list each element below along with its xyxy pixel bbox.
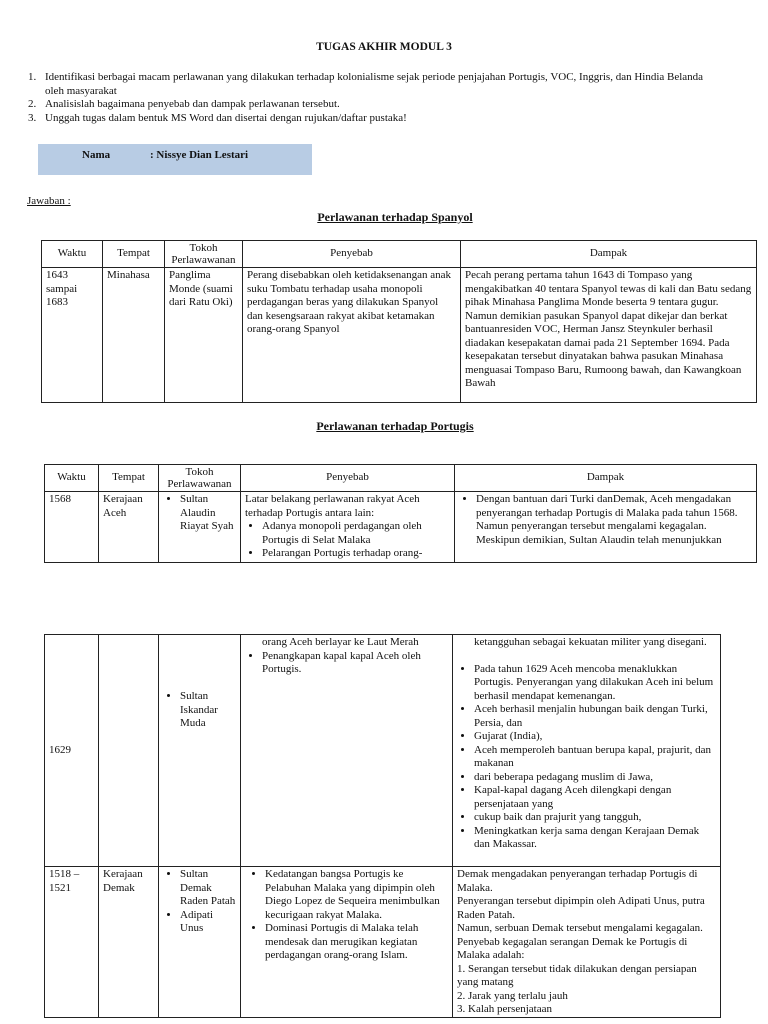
list-item: • Aceh memperoleh bantuan berupa kapal, prajurit, dan makanan	[474, 744, 716, 771]
list-item: • cukup baik dan prajurit yang tangguh,	[474, 811, 716, 825]
table-row	[45, 492, 757, 563]
table-header-row	[45, 465, 757, 492]
list-item: • Aceh berhasil menjalin hubungan baik dengan Turki, Persia, dan	[474, 703, 716, 730]
cell-dampak	[453, 635, 721, 867]
task-item	[28, 71, 718, 98]
dampak-line: Penyerangan tersebut dipimpin oleh Adipati Unus, putra Raden Patah.	[457, 895, 705, 921]
list-item: • Adipati Unus	[180, 909, 236, 936]
section-heading-spanyol: Perlawanan terhadap Spanyol	[317, 210, 473, 224]
list-item: • Penangkapan kapal kapal Aceh oleh Portugis.	[262, 650, 448, 677]
cell-tokoh	[159, 492, 241, 563]
list-item: • Sultan Alaudin Riayat Syah	[180, 493, 236, 534]
dampak-line: Demak mengadakan penyerangan terhadap Portugis di Malaka.	[457, 868, 698, 894]
cell-waktu: 1518 – 1521	[45, 867, 99, 1018]
cell-tempat: Kerajaan Aceh	[99, 492, 159, 563]
task-number: 2.	[28, 98, 37, 110]
list-item: • Pelarangan Portugis terhadap orang-	[262, 547, 450, 561]
list-item: • Gujarat (India),	[474, 730, 716, 744]
task-text: Identifikasi berbagai macam perlawanan yang dilakukan terhadap kolonialisme sejak periode penjajahan Portugis, VOC, Inggris, dan Hindia Belanda oleh masyarakat	[45, 71, 704, 97]
header-penyebab: Penyebab	[241, 465, 455, 492]
name-box	[38, 144, 312, 175]
cell-dampak: Pecah perang pertama tahun 1643 di Tompaso yang mengakibatkan 40 tentara Spanyol tewas di kali dan Batu sedang pihak Minahasa Panglima Monde beserta 9 tentara gugur. Namun demikian pasukan Spanyol dapat dikejar dan berkat bantuanresiden VOC, Herman Jansz Steynkuler berhasil diadakan kesepakatan damai pada 21 September 1694. Pada kesepakatan tersebut dinyatakan bahwa pasukan Minahasa menguasai Tompaso Baru, Rumoong bawah, dan Kawangkoan Bawah	[461, 268, 757, 403]
table-row	[45, 867, 721, 1018]
task-list	[28, 71, 718, 125]
table-spanyol	[41, 240, 757, 403]
list-item: • Meningkatkan kerja sama dengan Kerajaan Demak dan Makassar.	[474, 825, 716, 852]
header-dampak: Dampak	[461, 241, 757, 268]
dampak-line: 1. Serangan tersebut tidak dilakukan dengan persiapan yang matang	[457, 962, 697, 988]
header-dampak: Dampak	[455, 465, 757, 492]
task-number: 3.	[28, 111, 37, 124]
list-item: • Dengan bantuan dari Turki danDemak, Aceh mengadakan penyerangan terhadap Portugis di Malaka pada tahun 1568. Namun penyerangan tersebut mengalami kegagalan. Meskipun demikian, Sultan Alaudin telah menunjukkan	[476, 493, 752, 547]
cell-tokoh: Panglima Monde (suami dari Ratu Oki)	[165, 268, 243, 403]
list-item: • Dominasi Portugis di Malaka telah mendesak dan merugikan kegiatan perdagangan orang-orang Islam.	[265, 922, 448, 963]
task-item	[28, 112, 718, 126]
dampak-line: 2. Jarak yang terlalu jauh	[457, 989, 568, 1002]
header-penyebab: Penyebab	[243, 241, 461, 268]
task-text: Unggah tugas dalam bentuk MS Word dan disertai dengan rujukan/daftar pustaka!	[45, 111, 407, 124]
cell-penyebab: Perang disebabkan oleh ketidaksenangan anak suku Tombatu terhadap usaha monopoli perdagangan beras yang dilakukan Spanyol dan kesengsaraan rakyat akibat ketamakan orang-orang Spanyol	[243, 268, 461, 403]
list-item: • Sultan Demak Raden Patah	[180, 868, 236, 909]
name-label: Nama	[82, 149, 111, 161]
header-tokoh: Tokoh Perlawawanan	[165, 241, 243, 268]
section-heading-portugis: Perlawanan terhadap Portugis	[316, 419, 474, 433]
task-text: Analisislah bagaimana penyebab dan dampak perlawanan tersebut.	[45, 98, 340, 110]
cell-tempat: Kerajaan Demak	[99, 867, 159, 1018]
task-item	[28, 98, 718, 112]
table-portugis-continued	[44, 634, 721, 1018]
list-item: • Adanya monopoli perdagangan oleh Portugis di Selat Malaka	[262, 520, 450, 547]
document-title: TUGAS AKHIR MODUL 3	[316, 41, 452, 53]
cell-waktu: 1629	[45, 635, 99, 867]
task-number: 1.	[28, 71, 37, 83]
table-row	[42, 268, 757, 403]
header-waktu: Waktu	[42, 241, 103, 268]
cell-waktu: 1643 sampai 1683	[42, 268, 103, 403]
dampak-line: 3. Kalah persenjataan	[457, 1003, 552, 1015]
dampak-continued: ketangguhan sebagai kekuatan militer yang disegani.	[474, 636, 707, 648]
header-tempat: Tempat	[103, 241, 165, 268]
cell-dampak	[455, 492, 757, 563]
table-row	[45, 635, 721, 867]
cell-tokoh	[159, 635, 241, 867]
header-waktu: Waktu	[45, 465, 99, 492]
cell-tempat: Minahasa	[103, 268, 165, 403]
dampak-line: Namun, serbuan Demak tersebut mengalami kegagalan. Penyebab kegagalan serangan Demak ke Portugis di Malaka adalah:	[457, 922, 703, 961]
penyebab-continued: orang Aceh berlayar ke Laut Merah	[262, 636, 419, 648]
list-item: • Kapal-kapal dagang Aceh dilengkapi dengan persenjataan yang	[474, 784, 716, 811]
cell-penyebab	[241, 867, 453, 1018]
header-tokoh: Tokoh Perlawawanan	[159, 465, 241, 492]
list-item: • Pada tahun 1629 Aceh mencoba menaklukkan Portugis. Penyerangan yang dilakukan Aceh ini belum berhasil mendapat kemenangan.	[474, 663, 716, 704]
cell-dampak	[453, 867, 721, 1018]
answer-label: Jawaban :	[27, 195, 71, 207]
list-item: • Kedatangan bangsa Portugis ke Pelabuhan Malaka yang dipimpin oleh Diego Lopez de Sequeira menimbulkan kecurigaan rakyat Malaka.	[265, 868, 448, 922]
name-value: : Nissye Dian Lestari	[150, 149, 249, 161]
list-item: • Sultan Iskandar Muda	[180, 690, 236, 731]
list-item: • dari beberapa pedagang muslim di Jawa,	[474, 771, 716, 785]
table-portugis	[44, 464, 757, 563]
header-tempat: Tempat	[99, 465, 159, 492]
penyebab-intro: Latar belakang perlawanan rakyat Aceh terhadap Portugis antara lain:	[245, 493, 420, 519]
cell-penyebab	[241, 492, 455, 563]
cell-tokoh	[159, 867, 241, 1018]
cell-penyebab	[241, 635, 453, 867]
cell-waktu: 1568	[45, 492, 99, 563]
table-header-row	[42, 241, 757, 268]
cell-tempat	[99, 635, 159, 867]
